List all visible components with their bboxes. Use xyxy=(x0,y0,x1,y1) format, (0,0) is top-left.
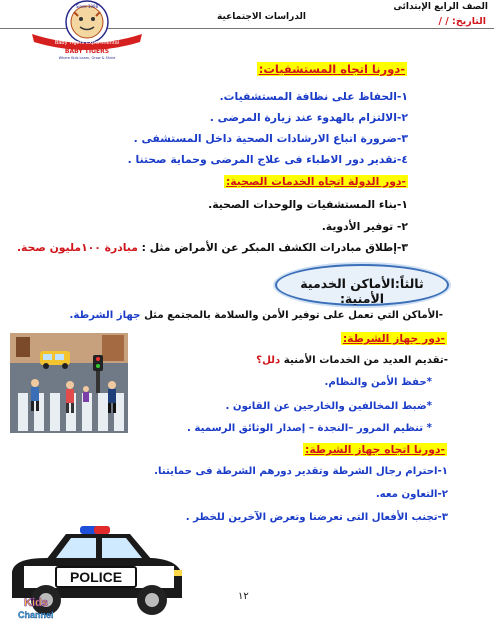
page-number: ١٢ xyxy=(238,591,249,602)
watermark-channel: Channel xyxy=(18,610,54,620)
subject-label: الدراسات الاجتماعية xyxy=(217,12,306,22)
watermark-kids: Kids xyxy=(24,597,48,609)
security-intro: -الأماكن التي تعمل على توفير الأمن والسلامة بالمجتمع مثل جهاز الشرطة. xyxy=(69,310,443,321)
list-item: ١-احترام رجال الشرطة وتقدير دورهم الشرطة فى حمايتنا. xyxy=(154,466,448,477)
list-item: ٢-الالتزام بالهدوء عند زيارة المرضى . xyxy=(209,111,408,124)
logo-year: Since 1998 xyxy=(75,4,99,9)
school-logo xyxy=(22,0,152,60)
police-car-illustration xyxy=(6,520,186,624)
our-role-heading: -دورنا اتجاه جهاز الشرطة: xyxy=(305,443,445,456)
list-item: *حفظ الأمن والنظام. xyxy=(324,377,432,388)
list-item: ٢-التعاون معه. xyxy=(375,489,448,500)
logo-ribbon-text: Baby Tigers Experimental xyxy=(54,40,120,46)
list-item: ٢- توفير الأدوية. xyxy=(321,220,408,233)
section-title-oval xyxy=(275,264,449,306)
date-label: التاريخ: / / xyxy=(438,16,486,27)
list-item: ٣-ضرورة اتباع الارشادات الصحية داخل المستشفى . xyxy=(133,132,408,145)
list-item: ٣-تجنب الأفعال التى تعرضنا وتعرض الآخرين للخطر . xyxy=(185,512,448,523)
police-role-heading: -دور جهاز الشرطة: xyxy=(342,332,445,345)
crosswalk-illustration xyxy=(10,333,128,433)
services-line: -تقديم العديد من الخدمات الأمنية دلل؟ xyxy=(256,355,448,366)
list-item: ١-الحفاظ على نظافة المستشفيات. xyxy=(219,90,408,103)
initiative-highlight: مبادرة ١٠٠مليون صحة. xyxy=(16,241,138,254)
logo-tagline: Where Kids Learn, Grow & Shine xyxy=(58,56,116,60)
list-item: *ضبط المخالفين والخارجين عن القانون . xyxy=(225,401,432,412)
state-role-heading: -دور الدولة اتجاه الخدمات الصحية: xyxy=(225,175,406,188)
grade-label: الصف الرابع الإبتدائى xyxy=(393,2,488,12)
initiative-item: ٣-إطلاق مبادرات الكشف المبكر عن الأمراض مثل : مبادرة ١٠٠مليون صحة. xyxy=(16,241,408,254)
services-question: دلل؟ xyxy=(256,355,281,366)
logo-name: BABY TIGERS xyxy=(64,48,110,55)
list-item: ٤-تقدير دور الاطباء فى علاج المرضى وحماية صحتنا . xyxy=(127,153,408,166)
list-item: ١-بناء المستشفيات والوحدات الصحية. xyxy=(208,198,408,211)
security-services-title: ثالثاً:الأماكن الخدمية الأمنية: xyxy=(300,276,424,306)
police-sign: POLICE xyxy=(69,569,123,585)
hospitals-heading: -دورنا اتجاه المستشفيات: xyxy=(258,62,405,76)
list-item: * تنظيم المرور –النجدة – إصدار الوثائق الرسمية . xyxy=(187,423,432,434)
police-highlight: جهاز الشرطة. xyxy=(69,310,141,321)
